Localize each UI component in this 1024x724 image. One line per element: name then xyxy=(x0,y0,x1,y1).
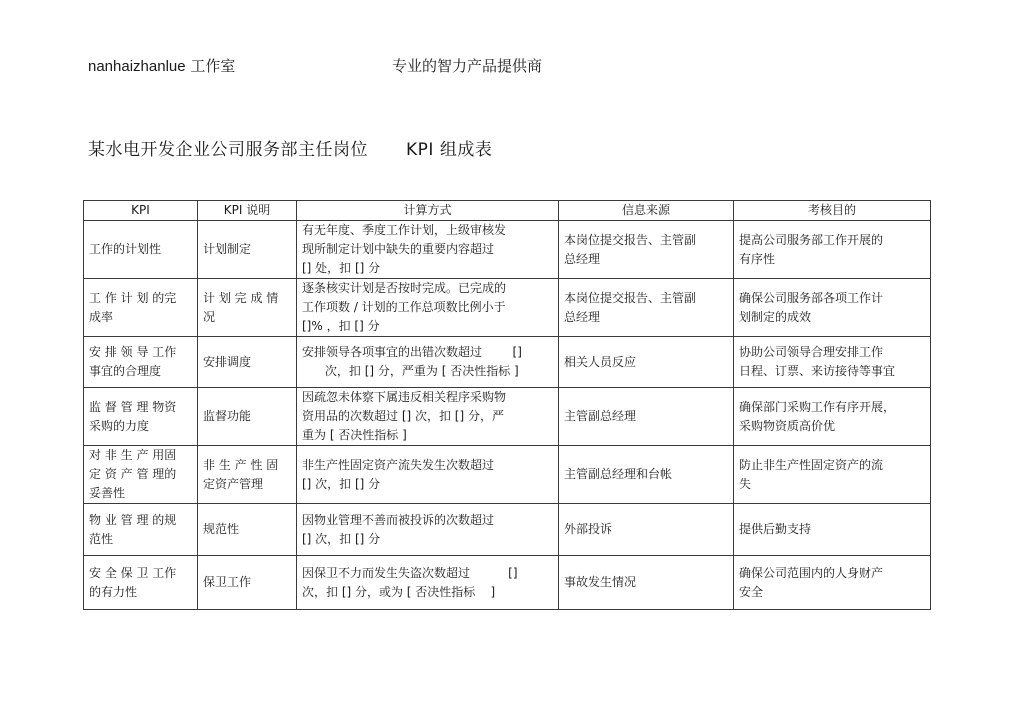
kpi-cell: 对 非 生 产 用固 定 资 产 管 理的 妥善性 xyxy=(84,446,198,504)
kpi-cell: 监 督 管 理 物资 采购的力度 xyxy=(84,388,198,446)
source-cell: 相关人员反应 xyxy=(559,337,734,388)
desc-cell: 非 生 产 性 固 定资产管理 xyxy=(198,446,297,504)
calc-cell: 因保卫不力而发生失盗次数超过 [] 次，扣 [] 分，或为 [ 否决性指标 ] xyxy=(297,556,559,610)
desc-cell: 监督功能 xyxy=(198,388,297,446)
page-title xyxy=(88,135,492,160)
goal-cell: 协助公司领导合理安排工作 日程、订票、来访接待等事宜 xyxy=(734,337,931,388)
kpi-table xyxy=(83,200,931,610)
calc-cell: 有无年度、季度工作计划，上级审核发 现所制定计划中缺失的重要内容超过 [] 处，扣 [] 分 xyxy=(297,221,559,279)
kpi-cell: 工 作 计 划 的完 成率 xyxy=(84,279,198,337)
column-header-goal: 考核目的 xyxy=(734,201,931,221)
desc-cell: 计 划 完 成 情 况 xyxy=(198,279,297,337)
calc-cell: 逐条核实计划是否按时完成。已完成的 工作项数 / 计划的工作总项数比例小于 []% ，扣 [] 分 xyxy=(297,279,559,337)
table-row xyxy=(84,504,931,556)
source-cell: 本岗位提交报告、主管副 总经理 xyxy=(559,221,734,279)
table-row xyxy=(84,388,931,446)
table-row xyxy=(84,337,931,388)
header-brand xyxy=(88,55,235,76)
table-row xyxy=(84,446,931,504)
column-header-calc: 计算方式 xyxy=(297,201,559,221)
calc-cell: 非生产性固定资产流失发生次数超过 [] 次，扣 [] 分 xyxy=(297,446,559,504)
goal-cell: 提供后勤支持 xyxy=(734,504,931,556)
source-cell: 主管副总经理和台帐 xyxy=(559,446,734,504)
source-cell: 主管副总经理 xyxy=(559,388,734,446)
desc-cell: 安排调度 xyxy=(198,337,297,388)
goal-cell: 确保部门采购工作有序开展， 采购物资质高价优 xyxy=(734,388,931,446)
calc-cell: 安排领导各项事宜的出错次数超过 [] 次，扣 [] 分，严重为 [ 否决性指标 ] xyxy=(297,337,559,388)
desc-cell: 保卫工作 xyxy=(198,556,297,610)
column-header-desc: KPI 说明 xyxy=(198,201,297,221)
brand-name: nanhaizhanlue xyxy=(88,58,186,75)
header-slogan: 专业的智力产品提供商 xyxy=(392,57,543,75)
table-row xyxy=(84,556,931,610)
kpi-cell: 安 全 保 卫 工作 的有力性 xyxy=(84,556,198,610)
table-row xyxy=(84,221,931,279)
goal-cell: 防止非生产性固定资产的流 失 xyxy=(734,446,931,504)
column-header-kpi: KPI xyxy=(84,201,198,221)
kpi-cell: 安 排 领 导 工作 事宜的合理度 xyxy=(84,337,198,388)
goal-cell: 提高公司服务部工作开展的 有序性 xyxy=(734,221,931,279)
title-suffix: KPI 组成表 xyxy=(406,140,493,160)
desc-cell: 计划制定 xyxy=(198,221,297,279)
table-header-row xyxy=(84,201,931,221)
studio-label: 工作室 xyxy=(190,57,236,75)
table-row xyxy=(84,279,931,337)
column-header-source: 信息来源 xyxy=(559,201,734,221)
desc-cell: 规范性 xyxy=(198,504,297,556)
kpi-cell: 物 业 管 理 的规 范性 xyxy=(84,504,198,556)
kpi-cell: 工作的计划性 xyxy=(84,221,198,279)
source-cell: 外部投诉 xyxy=(559,504,734,556)
calc-cell: 因疏忽未体察下属违反相关程序采购物 资用品的次数超过 [] 次，扣 [] 分，严 重为 [ 否决性指标 ] xyxy=(297,388,559,446)
source-cell: 事故发生情况 xyxy=(559,556,734,610)
source-cell: 本岗位提交报告、主管副 总经理 xyxy=(559,279,734,337)
title-main: 某水电开发企业公司服务部主任岗位 xyxy=(88,140,368,160)
calc-cell: 因物业管理不善而被投诉的次数超过 [] 次，扣 [] 分 xyxy=(297,504,559,556)
goal-cell: 确保公司服务部各项工作计 划制定的成效 xyxy=(734,279,931,337)
goal-cell: 确保公司范围内的人身财产 安全 xyxy=(734,556,931,610)
